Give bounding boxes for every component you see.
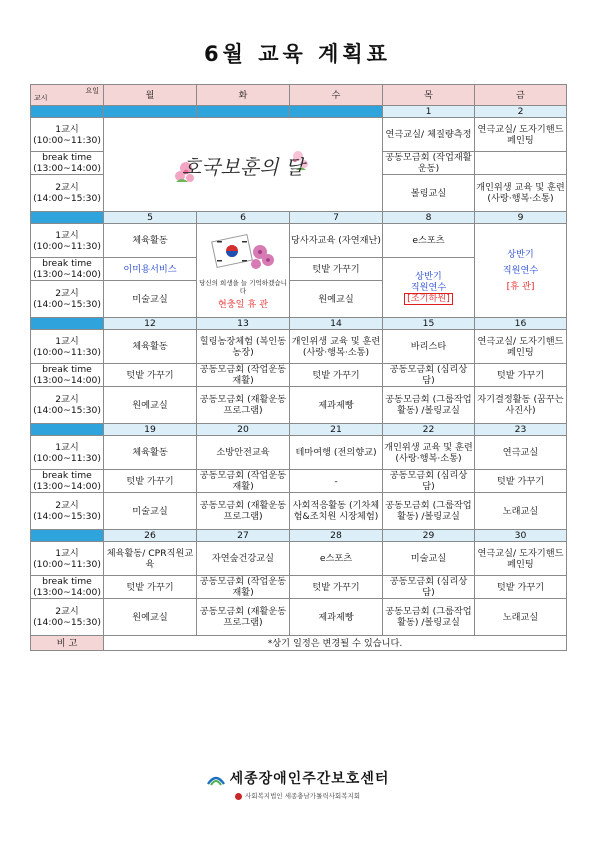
date-cell: 13 <box>197 318 290 330</box>
schedule-cell: 텃밭 가꾸기 <box>475 364 567 387</box>
patriotic-month-banner-image <box>168 130 318 200</box>
staff-training-line: 상반기 <box>415 270 442 282</box>
schedule-cell: 공동모금회 (그룹작업활동) /볼링교실 <box>383 599 475 636</box>
schedule-cell: 볼링교실 <box>383 175 475 212</box>
schedule-cell: 미술교실 <box>104 493 197 530</box>
schedule-cell: 체육활동/ CPR직원교육 <box>104 542 197 576</box>
date-cell <box>104 106 197 118</box>
date-cell: 6 <box>197 212 290 224</box>
schedule-cell: 텃밭 가꾸기 <box>290 576 383 599</box>
schedule-cell: 텃밭 가꾸기 <box>104 576 197 599</box>
schedule-cell: 공동모금회 (그룹작업활동) /볼링교실 <box>383 493 475 530</box>
date-spacer <box>31 424 104 436</box>
header-row <box>31 85 567 106</box>
schedule-cell: 자연숲건강교실 <box>197 542 290 576</box>
break-label: break time (13:00~14:00) <box>31 258 104 281</box>
break-label: break time (13:00~14:00) <box>31 364 104 387</box>
schedule-cell: e스포츠 <box>383 224 475 258</box>
date-spacer <box>31 106 104 118</box>
schedule-cell: 원예교실 <box>104 599 197 636</box>
corner-day-label: 요일 <box>85 87 99 95</box>
date-cell: 8 <box>383 212 475 224</box>
schedule-cell: 연극교실/ 도자기핸드페인팅 <box>475 542 567 576</box>
schedule-cell: 소방안전교육 <box>197 436 290 470</box>
schedule-cell: - <box>290 470 383 493</box>
period-row <box>31 599 567 636</box>
schedule-cell: 공동모금회 (작업운동재활) <box>197 364 290 387</box>
date-cell: 20 <box>197 424 290 436</box>
schedule-cell: 원예교실 <box>290 281 383 318</box>
schedule-cell: 공동모금회 (재활운동프로그램) <box>197 387 290 424</box>
date-row <box>31 212 567 224</box>
schedule-cell: 텃밭 가꾸기 <box>475 470 567 493</box>
period-row <box>31 542 567 576</box>
schedule-cell: 힐링농장체험 (복인동농장) <box>197 330 290 364</box>
period-label: 2교시 (14:00~15:30) <box>31 599 104 636</box>
schedule-table <box>30 84 567 651</box>
schedule-cell: 공동모금회 (심리상담) <box>383 470 475 493</box>
memorial-caption: 당신의 희생을 늘 기억하겠습니다 <box>199 278 287 295</box>
period-row <box>31 118 567 152</box>
date-row <box>31 424 567 436</box>
date-cell: 19 <box>104 424 197 436</box>
date-cell: 15 <box>383 318 475 330</box>
date-row <box>31 106 567 118</box>
day-header: 금 <box>475 85 567 106</box>
memorial-flag-image <box>208 232 278 276</box>
schedule-cell: 원예교실 <box>104 387 197 424</box>
banner-cell <box>104 118 383 212</box>
schedule-cell: 연극교실/ 도자기핸드페인팅 <box>475 118 567 152</box>
schedule-cell: 텃밭 가꾸기 <box>104 470 197 493</box>
date-cell: 27 <box>197 530 290 542</box>
schedule-cell: 바리스타 <box>383 330 475 364</box>
date-spacer <box>31 318 104 330</box>
day-header: 목 <box>383 85 475 106</box>
staff-training-line: 직원연수 <box>502 265 539 276</box>
day-header: 월 <box>104 85 197 106</box>
schedule-cell: 연극교실/ 체질량측정 <box>383 118 475 152</box>
break-row <box>31 364 567 387</box>
date-cell: 22 <box>383 424 475 436</box>
schedule-cell: 자기결정활동 (꿈꾸는사진사) <box>475 387 567 424</box>
day-header: 수 <box>290 85 383 106</box>
note-label: 비 고 <box>31 636 104 651</box>
schedule-cell: 개인위생 교육 및 훈련 (사랑·행복·소통) <box>475 175 567 212</box>
break-label: break time (13:00~14:00) <box>31 470 104 493</box>
schedule-cell: 연극교실 <box>475 436 567 470</box>
day-header: 화 <box>197 85 290 106</box>
schedule-cell: 체육활동 <box>104 224 197 258</box>
period-label: 2교시 (14:00~15:30) <box>31 387 104 424</box>
break-row <box>31 576 567 599</box>
period-row <box>31 387 567 424</box>
period-label: 2교시 (14:00~15:30) <box>31 281 104 318</box>
period-label: 2교시 (14:00~15:30) <box>31 175 104 212</box>
period-label: 1교시 (10:00~11:30) <box>31 224 104 258</box>
schedule-cell: 공동모금회 (작업운동재활) <box>197 576 290 599</box>
date-cell: 1 <box>383 106 475 118</box>
schedule-cell: 텃밭 가꾸기 <box>475 576 567 599</box>
date-row <box>31 318 567 330</box>
schedule-cell: 텃밭 가꾸기 <box>104 364 197 387</box>
break-row <box>31 470 567 493</box>
schedule-cell: 공동모금회 (심리상담) <box>383 576 475 599</box>
schedule-cell: 노래교실 <box>475 493 567 530</box>
date-cell <box>290 106 383 118</box>
early-dismissal-label: [조기하원] <box>404 293 453 305</box>
date-cell: 9 <box>475 212 567 224</box>
staff-training-cell <box>475 224 567 318</box>
schedule-cell: 공동모금회 (심리상담) <box>383 364 475 387</box>
date-cell: 29 <box>383 530 475 542</box>
period-row <box>31 330 567 364</box>
date-cell: 2 <box>475 106 567 118</box>
date-cell: 23 <box>475 424 567 436</box>
schedule-cell: 노래교실 <box>475 599 567 636</box>
corner-period-label: 교시 <box>34 94 48 102</box>
schedule-cell: e스포츠 <box>290 542 383 576</box>
date-spacer <box>31 530 104 542</box>
note-row <box>31 636 567 651</box>
schedule-cell: 공동모금회 (작업재활운동) <box>383 152 475 175</box>
memorial-holiday-label: 현충일 휴 관 <box>217 298 269 310</box>
staff-training-line: 직원연수 <box>410 281 447 293</box>
center-name: 세종장애인주간보호센터 <box>229 771 390 787</box>
center-logo-icon <box>206 771 226 787</box>
schedule-cell: 개인위생 교육 및 훈련 (사랑·행복·소통) <box>383 436 475 470</box>
date-cell: 28 <box>290 530 383 542</box>
date-cell: 26 <box>104 530 197 542</box>
date-cell: 16 <box>475 318 567 330</box>
date-spacer <box>31 212 104 224</box>
foundation-name: 사회복지법인 세종충남가톨릭사회복지회 <box>244 792 361 800</box>
banner-text: 호국보훈의 달 <box>181 154 305 179</box>
break-label: break time (13:00~14:00) <box>31 152 104 175</box>
schedule-cell: 연극교실/ 도자기핸드페인팅 <box>475 330 567 364</box>
schedule-cell: 체육활동 <box>104 330 197 364</box>
schedule-cell: 당사자교육 (자연재난) <box>290 224 383 258</box>
memorial-day-cell <box>197 224 290 318</box>
footer <box>0 768 595 800</box>
schedule-cell: 제과제빵 <box>290 599 383 636</box>
period-row <box>31 224 567 258</box>
schedule-cell: 텃밭 가꾸기 <box>290 258 383 281</box>
period-label: 1교시 (10:00~11:30) <box>31 436 104 470</box>
schedule-cell: 사회적응활동 (기차체험&조치원 시장체험) <box>290 493 383 530</box>
staff-training-line: 상반기 <box>507 249 534 260</box>
period-label: 1교시 (10:00~11:30) <box>31 542 104 576</box>
schedule-cell: 공동모금회 (그룹작업활동) /볼링교실 <box>383 387 475 424</box>
schedule-cell: 공동모금회 (작업운동재활) <box>197 470 290 493</box>
schedule-cell: 테마여행 (전의향교) <box>290 436 383 470</box>
schedule-cell: 미술교실 <box>383 542 475 576</box>
date-row <box>31 530 567 542</box>
staff-training-early-cell <box>383 258 475 318</box>
date-cell: 12 <box>104 318 197 330</box>
date-cell: 7 <box>290 212 383 224</box>
corner-cell <box>31 85 104 106</box>
date-cell: 14 <box>290 318 383 330</box>
period-row <box>31 436 567 470</box>
date-cell <box>197 106 290 118</box>
schedule-cell: 텃밭 가꾸기 <box>290 364 383 387</box>
schedule-cell: 개인위생 교육 및 훈련 (사랑·행복·소통) <box>290 330 383 364</box>
schedule-cell: 체육활동 <box>104 436 197 470</box>
schedule-cell: 제과제빵 <box>290 387 383 424</box>
schedule-cell: 공동모금회 (재활운동프로그램) <box>197 599 290 636</box>
break-label: break time (13:00~14:00) <box>31 576 104 599</box>
closed-label: [휴 관] <box>506 281 535 292</box>
date-cell: 30 <box>475 530 567 542</box>
period-label: 2교시 (14:00~15:30) <box>31 493 104 530</box>
note-text: *상기 일정은 변경될 수 있습니다. <box>104 636 567 651</box>
schedule-cell <box>475 152 567 175</box>
schedule-cell: 이미용서비스 <box>104 258 197 281</box>
date-cell: 21 <box>290 424 383 436</box>
period-label: 1교시 (10:00~11:30) <box>31 330 104 364</box>
foundation-emblem-icon <box>235 793 242 800</box>
page-title: 6월 교육 계획표 <box>204 42 391 66</box>
schedule-cell: 미술교실 <box>104 281 197 318</box>
schedule-cell: 공동모금회 (재활운동프로그램) <box>197 493 290 530</box>
period-label: 1교시 (10:00~11:30) <box>31 118 104 152</box>
date-cell: 5 <box>104 212 197 224</box>
period-row <box>31 493 567 530</box>
